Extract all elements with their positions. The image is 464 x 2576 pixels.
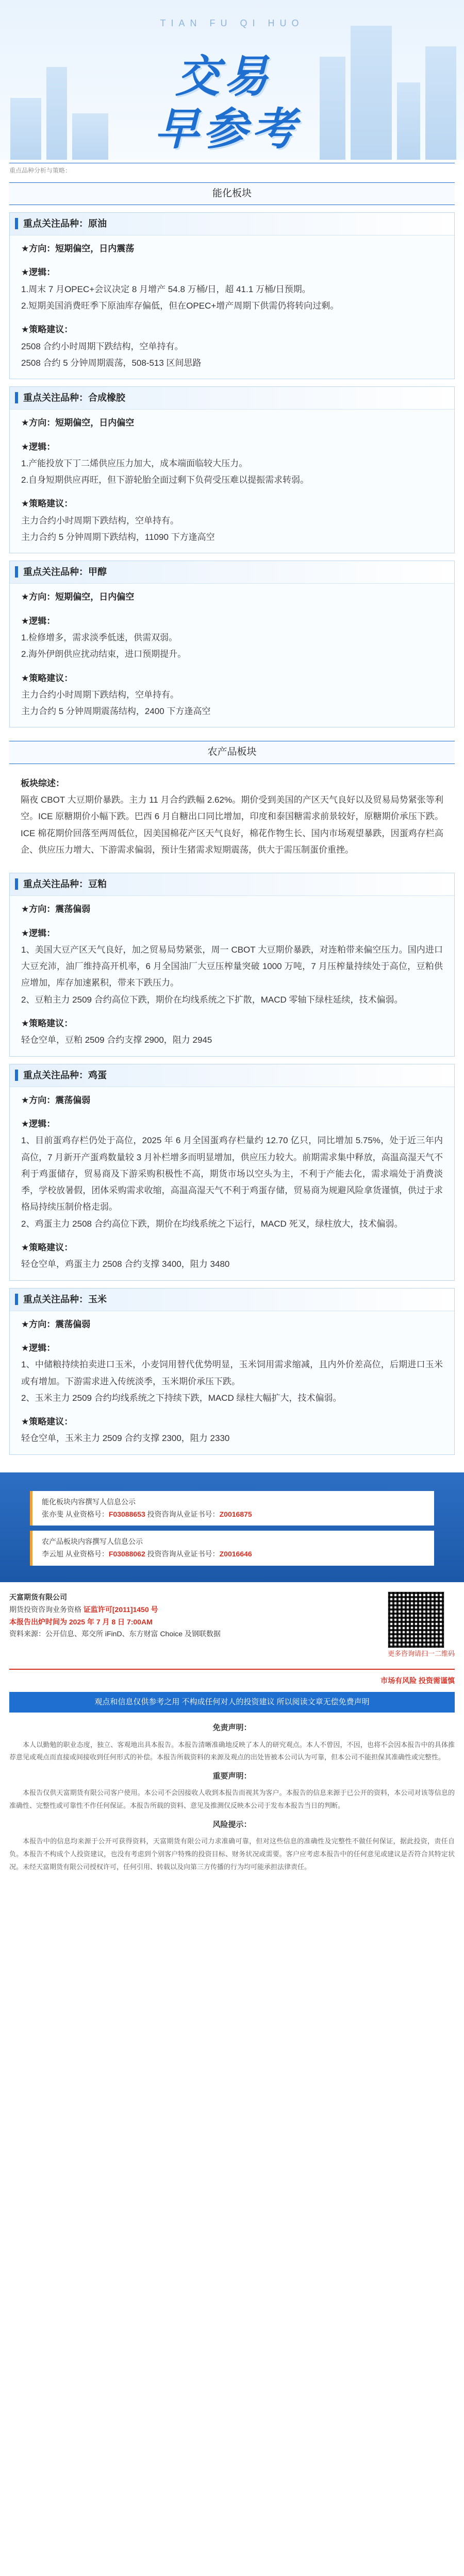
strategy-item: 2508 合约小时周期下跌结构，空单持有。 [21,341,184,351]
spacer [21,488,443,496]
disclaimer-title-1: 免责声明： [212,1723,252,1733]
strategy-item: 轻仓空单，玉米主力 2509 合约支撑 2300，阻力 2330 [21,1433,230,1444]
spacer [21,1333,443,1340]
disclaimer-text-3: 本报告中的信息均来源于公开可获得资料，天富期货有限公司力求准确可靠，但对这些信息的准确性及完整性不做任何保证，据此投资，责任自负。本报告不构成个人投资建议，也没有考虑到个别客户特殊的投资目标、财务状况或需要。客户应考虑本报告中的任何意见或建议是否符合其特定状况。未经天富期货有限公司授权许可，任何引用、转载以及向第三方传播的行为均可能承担法律责任。 [9,1837,455,1871]
qualification-panel [0,1472,464,1582]
qualification-entry [30,1531,434,1566]
logic-item: 2、鸡蛋主力 2508 合约高位下跌，期价在均线系统之下运行，MACD 死叉，绿柱放大，技术偏弱。 [21,1218,403,1229]
qr-block [388,1591,455,1659]
section-title-agri: 农产品板块 [9,741,455,764]
disclaimer [9,1721,455,1873]
direction-text: ★方向：短期偏空，日内震荡 [21,244,135,254]
strategy-item: 主力合约 5 分钟周期震荡结构，2400 下方逢高空 [21,706,211,717]
data-source: 资料来源：公开信息、郑交所 iFinD、东方财富 Choice 及钢联数据 [9,1630,221,1638]
logic-label: ★逻辑： [21,928,56,938]
analysis-card [9,561,455,727]
strategy-label: ★策略建议： [21,499,73,509]
strategy-label: ★策略建议： [21,1243,73,1253]
header-title-line1: 交易 [175,52,272,101]
disclaimer-text-2: 本报告仅供天富期货有限公司客户使用。本公司不会因接收人收到本报告而视其为客户。本报告的信息来源于已公开的资料，本公司对该等信息的准确性、完整性或可靠性不作任何保证。本报告所载的资料、意见及推测仅反映本公司于发布本报告当日的判断。 [9,1789,455,1810]
direction-text: ★方向：震荡偏弱 [21,904,91,914]
disclaimer-text-1: 本人以勤勉的职业态度，独立、客观地出具本报告。本报告清晰准确地反映了本人的研究观点。本人不曾因，不因，也将不会因本报告中的具体推荐意见或观点而直接或间接收到任何形式的补偿。本报告所载资料的来源及观点的出处皆被本公司认为可靠，但本公司不能担保其准确性或完整性。 [9,1740,455,1761]
cert-label: 从业资格号： [65,1550,109,1558]
card-title: 重点关注品种：合成橡胶 [10,387,454,410]
spacer [21,606,443,613]
strategy-label: ★策略建议： [21,1019,73,1029]
slogan-right: 市场有风险 投资需谨慎 [380,1676,455,1685]
logic-label: ★逻辑： [21,267,56,278]
direction-text: ★方向：震荡偏弱 [21,1095,91,1105]
logic-item: 2.短期美国消费旺季下原油库存偏低，但在OPEC+增产周期下供需仍将转向过剩。 [21,301,339,311]
strategy-item: 轻仓空单，豆粕 2509 合约支撑 2900，阻力 2945 [21,1035,212,1045]
card-body [10,410,454,553]
notice-banner: 观点和信息仅供参考之用 不构成任何对人的投资建议 所以阅读文章无偿免费声明 [9,1692,455,1713]
strategy-item: 主力合约小时周期下跌结构，空单持有。 [21,515,179,526]
card-body [10,1311,454,1454]
card-body [10,1087,454,1280]
company-line2: 期货投资咨询业务资格 [9,1605,81,1614]
spacer [21,314,443,321]
strategy-item: 主力合约小时周期下跌结构，空单持有。 [21,689,179,700]
direction-text: ★方向：短期偏空，日内偏空 [21,592,135,602]
logic-item: 2.海外伊朗供应扰动结束，进口预期提升。 [21,649,187,659]
qual-role: 能化板块内容撰写人信息公示 [42,1497,136,1506]
spacer [21,918,443,925]
logic-item: 1.周末 7 月OPEC+会议决定 8 月增产 54.8 万桶/日，超 41.1 万桶/日预期。 [21,284,311,294]
logic-item: 1、美国大豆产区天气良好，加之贸易局势紧张，周一 CBOT 大豆期价暴跌，对连粕带来偏空压力。国内进口大豆充沛，油厂维持高开机率，6 月全国油厂大豆压榨量突破 1000 万吨，7 月压榨量持续处于高位，豆粕供应增加，库存加速累积，带来下跌压力。 [21,944,443,988]
breadcrumb: 重点品种分析与策略： [9,167,72,174]
spacer [21,432,443,439]
qr-caption: 更多咨询请扫一二维码 [387,1649,455,1657]
direction-text: ★方向：短期偏空，日内偏空 [21,418,135,428]
strategy-item: 轻仓空单，鸡蛋主力 2508 合约支撑 3400，阻力 3480 [21,1259,230,1269]
card-title: 重点关注品种：豆粕 [10,873,454,896]
cert-number: F03088653 [108,1510,145,1518]
qualification-list [9,1491,455,1566]
cert-number: F03088062 [108,1550,145,1558]
section-title-energy: 能化板块 [9,182,455,205]
card-body [10,896,454,1056]
qual-role: 农产品板块内容撰写人信息公示 [42,1537,143,1546]
analysis-card [9,873,455,1056]
analyst-name: 李云旭 [42,1550,63,1558]
strategy-item: 2508 合约 5 分钟周期震荡，508-513 区间思路 [21,358,202,368]
analysis-card [9,1288,455,1455]
logic-label: ★逻辑： [21,1118,56,1129]
spacer [21,1406,443,1414]
agri-card-list [0,873,464,1454]
logic-label: ★逻辑： [21,1343,56,1353]
analysis-card [9,1064,455,1281]
consult-number: Z0016646 [219,1550,252,1558]
qualification-entry [30,1491,434,1526]
logic-item: 1.检修增多，需求淡季低迷，供需双弱。 [21,632,178,642]
strategy-label: ★策略建议： [21,1417,73,1427]
strategy-label: ★策略建议： [21,673,73,683]
card-title: 重点关注品种：鸡蛋 [10,1064,454,1087]
logic-item: 1、目前蛋鸡存栏仍处于高位，2025 年 6 月全国蛋鸡存栏量约 12.70 亿只，同比增加 5.75%，处于近三年内高位，7 月新开产蛋鸡数量较 3 月补栏增多而明显增加，供应压力较大。前期需求集中释放，高温高湿天气不利于鸡蛋储存，贸易商及下游采购积极性不高，期货市场以空头为主，不利于产能去化，需求端处于消费淡季，学校放暑假，团体采购需求收缩，高温高湿天气不利于鸡蛋存储，贸易商为规避风险拿货谨慎，供过于求格局持续压制价格走弱。 [21,1136,443,1212]
card-title: 重点关注品种：甲醇 [10,561,454,584]
agri-summary-text: 隔夜 CBOT 大豆期价暴跌。主力 11 月合约跌幅 2.62%。期价受到美国的产区天气良好以及贸易局势紧张等利空。ICE 原糖期价小幅下跌。巴西 6 月自糖出口同比增加，印度和泰国糖需求前景较好，原糖期价承压下跌。ICE 棉花期价回落至两周低位，因美国棉花产区天气良好，棉花作物生长、国内市场观望暴跌，因蛋鸡存栏高企、供应压力增大、下游需求偏弱，预计生猪需求短期震荡，供大于需压制蛋价重挫。 [21,795,443,855]
agri-summary-title: 板块综述： [21,778,64,788]
consult-label: 投资咨询从业证书号： [147,1550,220,1558]
card-title: 重点关注品种：玉米 [10,1289,454,1311]
card-body [10,584,454,727]
spacer [21,663,443,670]
qual-line [42,1548,425,1561]
spacer [21,257,443,264]
company-qual [9,1604,221,1616]
spacer [21,1008,443,1015]
agri-summary [9,771,455,866]
analysis-card [9,212,455,379]
analysis-card [9,386,455,553]
logic-item: 2、玉米主力 2509 合约均线系统之下持续下跌，MACD 绿柱大幅扩大，技术偏弱。 [21,1393,342,1403]
logic-item: 2.自身短期供应再旺，但下游轮胎全面过剩下负荷受压难以提振需求转弱。 [21,475,309,485]
slogan-bar [9,1669,455,1688]
company-name: 天富期货有限公司 [9,1592,67,1601]
qual-line [42,1509,425,1521]
consult-number: Z0016875 [219,1510,252,1518]
analyst-name: 张亦斐 [42,1510,63,1518]
strategy-item: 主力合约 5 分钟周期下跌结构，11090 下方逢高空 [21,532,215,543]
header-banner [0,0,464,160]
card-body [10,235,454,379]
logic-label: ★逻辑： [21,616,56,626]
company-text [9,1591,221,1659]
logic-item: 1.产能投放下丁二烯供应压力加大，成本端面临较大压力。 [21,458,248,468]
strategy-label: ★策略建议： [21,325,73,335]
header-subtitle: TIAN FU QI HUO [160,18,304,28]
spacer [21,1109,443,1116]
cert-label: 从业资格号： [65,1510,109,1518]
direction-text: ★方向：震荡偏弱 [21,1319,91,1329]
header-title-line2: 早参考 [155,105,300,154]
logic-label: ★逻辑： [21,442,56,452]
logic-item: 2、豆粕主力 2509 合约高位下跌，期价在均线系统之下扩散，MACD 零轴下绿柱延续，技术偏弱。 [21,994,403,1005]
logic-item: 1、中储粮持续拍卖进口玉米，小麦饲用替代优势明显，玉米饲用需求缩减，且内外价差高位，后期进口玉米或有增加。下游需求进入传统淡季，玉米期价承压下跌。 [21,1360,443,1386]
consult-label: 投资咨询从业证书号： [147,1510,220,1518]
disclaimer-title-3: 风险提示： [212,1820,252,1829]
card-title: 重点关注品种：原油 [10,213,454,235]
energy-card-list [0,212,464,727]
qr-code-icon[interactable] [388,1591,444,1648]
publish-time: 本报告出炉时间为 2025 年 7 月 8 日 7:00AM [9,1617,153,1626]
spacer [21,1232,443,1240]
license-number: 证监许可[2011]1450 号 [83,1605,158,1614]
disclaimer-title-2: 重要声明： [212,1771,252,1781]
company-info [9,1591,455,1659]
